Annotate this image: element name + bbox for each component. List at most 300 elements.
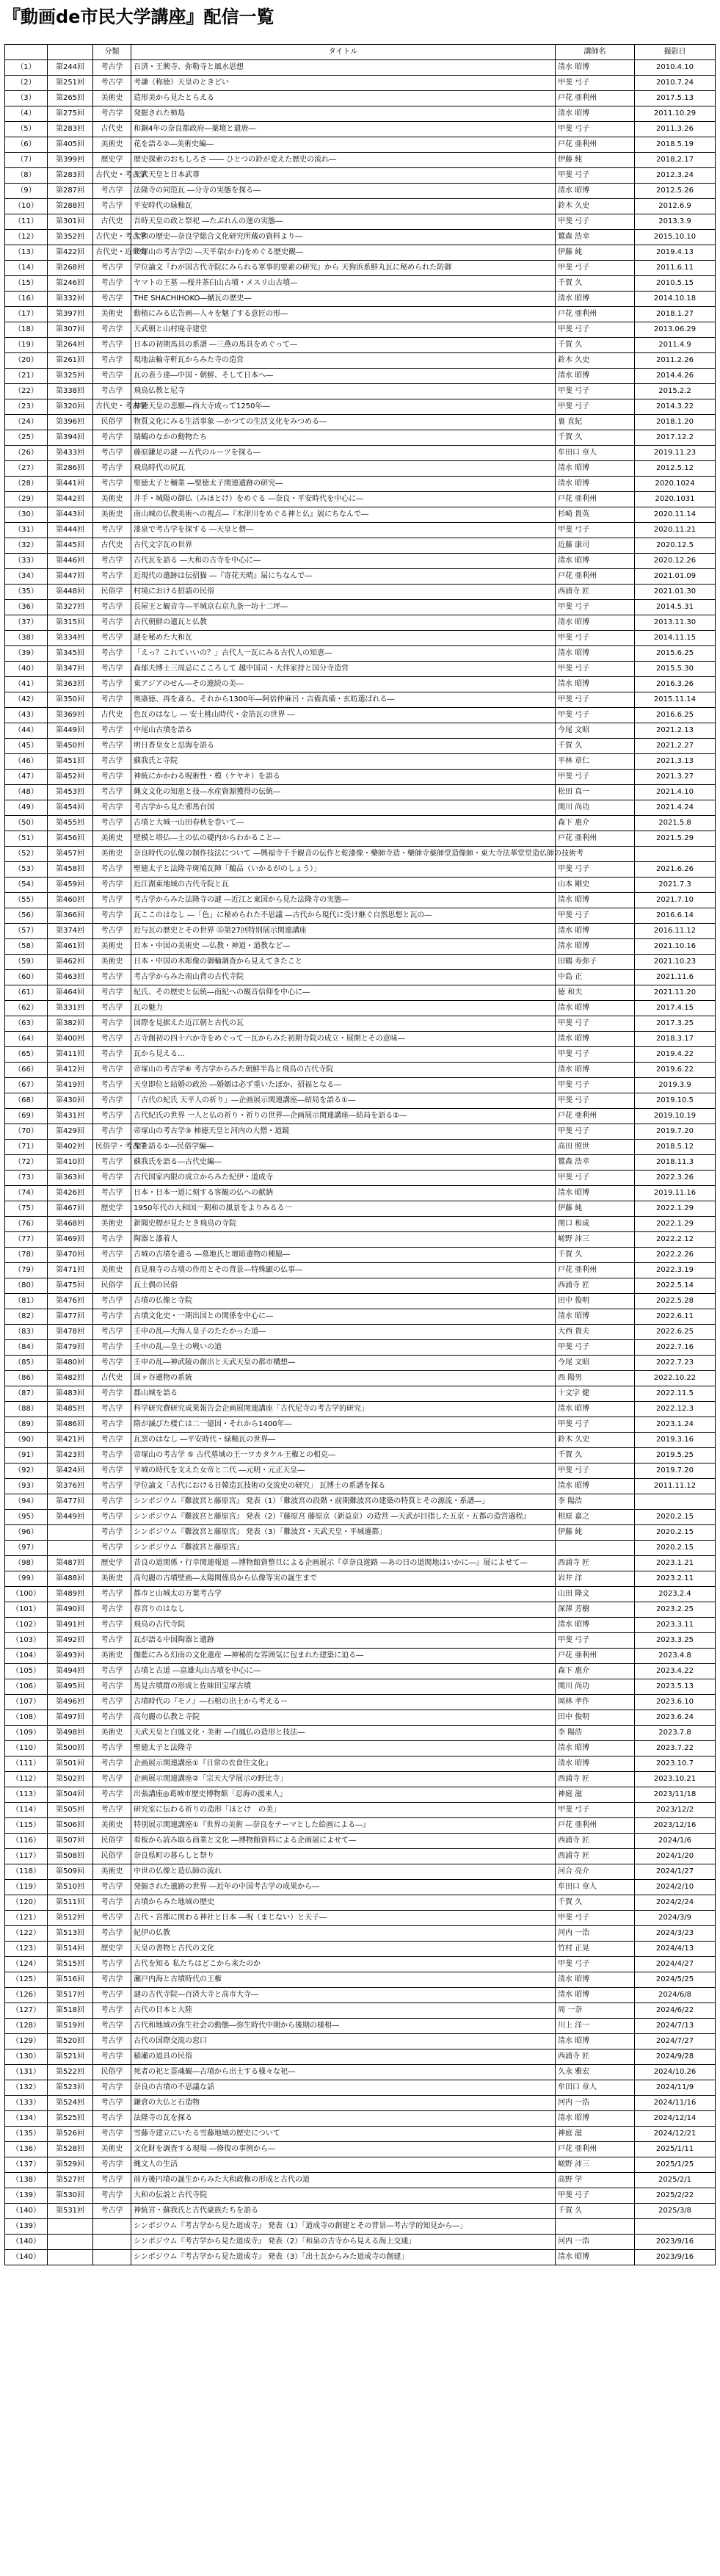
lecture-list-table bbox=[4, 44, 716, 2265]
row-category: 考古学 bbox=[93, 816, 131, 831]
row-lecturer: 西浦寺 匠 bbox=[556, 1556, 635, 1571]
row-date: 2022.5.28 bbox=[635, 1294, 716, 1309]
row-lecturer: 西浦寺 匠 bbox=[556, 1772, 635, 1787]
row-number: （104） bbox=[5, 1649, 48, 1664]
row-episode: 第307回 bbox=[48, 322, 93, 338]
table-header-row bbox=[5, 45, 716, 60]
row-episode: 第448回 bbox=[48, 585, 93, 600]
row-lecturer: 田鶴 寿弥子 bbox=[556, 955, 635, 970]
table-row bbox=[5, 477, 716, 492]
row-lecturer: 甲斐 弓子 bbox=[556, 523, 635, 538]
row-date: 2020.12.5 bbox=[635, 538, 716, 554]
row-number: （123） bbox=[5, 1942, 48, 1957]
row-category: 考古学 bbox=[93, 322, 131, 338]
row-category: 考古学 bbox=[93, 1417, 131, 1433]
row-number: （16） bbox=[5, 292, 48, 307]
table-row bbox=[5, 2096, 716, 2111]
row-title: 大和の歴史―奈良学総合文化研究所蔵の資料より― bbox=[131, 230, 556, 245]
row-episode: 第522回 bbox=[48, 2065, 93, 2080]
row-lecturer: 甲斐 弓子 bbox=[556, 1093, 635, 1109]
row-date: 2022.1.29 bbox=[635, 1217, 716, 1232]
row-lecturer: 深澤 芳樹 bbox=[556, 1602, 635, 1618]
row-number: （57） bbox=[5, 924, 48, 939]
row-title: 聖徳太子と輔業 ―聖徳太子関連遺跡の研究― bbox=[131, 477, 556, 492]
row-episode: 第450回 bbox=[48, 739, 93, 754]
row-title: 村境における招請の民俗 bbox=[131, 585, 556, 600]
row-lecturer: 清水 昭博 bbox=[556, 2111, 635, 2127]
row-lecturer: 甲斐 弓子 bbox=[556, 1803, 635, 1818]
row-title: 柿徳天皇の悲願―西大寺成って1250年― bbox=[131, 399, 556, 415]
row-title: 前方後円墳の誕生からみた大和政権の形成と古代の道 bbox=[131, 2173, 556, 2188]
table-row bbox=[5, 122, 716, 137]
row-category: 考古学 bbox=[93, 800, 131, 816]
row-lecturer: 十文字 健 bbox=[556, 1386, 635, 1402]
table-row bbox=[5, 1633, 716, 1649]
row-date: 2019.10.5 bbox=[635, 1093, 716, 1109]
row-date bbox=[635, 1494, 716, 1510]
row-title: 物質文化にみる生活事象 ―かつての生活文化をみつめる― bbox=[131, 415, 556, 430]
row-episode: 第516回 bbox=[48, 1972, 93, 1988]
table-row bbox=[5, 276, 716, 292]
row-episode: 第467回 bbox=[48, 1201, 93, 1217]
row-title: 南山城の仏教美術への視点―『木津川をめぐる神と仏』展にちなんで― bbox=[131, 507, 556, 523]
row-category: 考古学 bbox=[93, 1772, 131, 1787]
row-title: 古代の国際交流の窓口 bbox=[131, 2034, 556, 2049]
row-number: （92） bbox=[5, 1464, 48, 1479]
row-episode: 第523回 bbox=[48, 2080, 93, 2096]
row-category: 美術史 bbox=[93, 91, 131, 106]
row-number: （7） bbox=[5, 153, 48, 168]
row-number: （131） bbox=[5, 2065, 48, 2080]
table-row bbox=[5, 168, 716, 184]
row-number: （20） bbox=[5, 353, 48, 369]
table-row bbox=[5, 322, 716, 338]
table-row bbox=[5, 1109, 716, 1124]
row-lecturer: 李 陽浩 bbox=[556, 1494, 635, 1510]
row-title: 考古学からみた南山背の古代寺院 bbox=[131, 970, 556, 985]
row-title: 1950年代の大和国一期和の風景をよりみるる一 bbox=[131, 1201, 556, 1217]
row-number: （121） bbox=[5, 1911, 48, 1926]
row-episode: 第517回 bbox=[48, 1988, 93, 2003]
row-lecturer: 鷲森 浩幸 bbox=[556, 1155, 635, 1171]
table-row bbox=[5, 1448, 716, 1464]
table-row bbox=[5, 137, 716, 153]
row-number: （15） bbox=[5, 276, 48, 292]
row-number: （93） bbox=[5, 1479, 48, 1494]
row-category: 考古学 bbox=[93, 1078, 131, 1093]
row-number: （13） bbox=[5, 245, 48, 261]
row-number: （132） bbox=[5, 2080, 48, 2096]
row-lecturer: 戸花 亜利州 bbox=[556, 831, 635, 847]
row-title: 壬申の乱―大海人皇子のたたかった道― bbox=[131, 1325, 556, 1340]
row-lecturer: 嵯野 沛三 bbox=[556, 2157, 635, 2173]
row-date: 2023/12/16 bbox=[635, 1818, 716, 1834]
table-row bbox=[5, 1047, 716, 1063]
row-number: （68） bbox=[5, 1093, 48, 1109]
row-episode: 第519回 bbox=[48, 2019, 93, 2034]
row-title: 謎を秘めた大和瓦 bbox=[131, 631, 556, 646]
row-title: 法隆寺の同笵瓦 ―分寺の実態を探る― bbox=[131, 184, 556, 199]
table-row bbox=[5, 2049, 716, 2065]
row-title: 歴史探索のおもしろさ ―― ひとつの鈴が変えた歴史の流れ― bbox=[131, 153, 556, 168]
table-row bbox=[5, 538, 716, 554]
row-date: 2020.2.15 bbox=[635, 1541, 716, 1556]
row-category: 考古学 bbox=[93, 2204, 131, 2219]
row-lecturer: 清水 昭博 bbox=[556, 677, 635, 692]
row-title: 動植にみる広告画―人々を魅了する意匠の形― bbox=[131, 307, 556, 322]
row-number: （55） bbox=[5, 893, 48, 908]
row-title: 天武天皇と日本武尊 bbox=[131, 168, 556, 184]
row-number: （60） bbox=[5, 970, 48, 985]
table-row bbox=[5, 1942, 716, 1957]
row-episode: 第493回 bbox=[48, 1649, 93, 1664]
row-episode: 第422回 bbox=[48, 245, 93, 261]
row-title: 帝塚山の考古学⑥ 考古学からみた朝鮮半島と飛鳥の古代寺院 bbox=[131, 1063, 556, 1078]
row-number: （109） bbox=[5, 1726, 48, 1741]
row-lecturer: 甲斐 弓子 bbox=[556, 708, 635, 723]
row-category: 考古学 bbox=[93, 908, 131, 924]
row-date: 2012.6.9 bbox=[635, 199, 716, 214]
row-lecturer: 岩井 洋 bbox=[556, 1571, 635, 1587]
row-episode: 第449回 bbox=[48, 723, 93, 739]
row-lecturer: 清水 昭博 bbox=[556, 461, 635, 477]
row-date: 2021.01.09 bbox=[635, 569, 716, 585]
row-date: 2021.3.27 bbox=[635, 770, 716, 785]
table-row bbox=[5, 1248, 716, 1263]
row-episode: 第327回 bbox=[48, 600, 93, 615]
row-lecturer: 森下 惠介 bbox=[556, 816, 635, 831]
row-lecturer: 神庭 滋 bbox=[556, 2127, 635, 2142]
row-date: 2023/9/16 bbox=[635, 2250, 716, 2265]
table-row bbox=[5, 985, 716, 1001]
row-number: （46） bbox=[5, 754, 48, 770]
row-number: （23） bbox=[5, 399, 48, 415]
row-date: 2021.10.23 bbox=[635, 955, 716, 970]
table-row bbox=[5, 692, 716, 708]
table-row bbox=[5, 847, 716, 862]
row-lecturer: 千賀 久 bbox=[556, 1248, 635, 1263]
row-date: 2019.7.20 bbox=[635, 1464, 716, 1479]
row-lecturer: 近藤 康司 bbox=[556, 538, 635, 554]
row-episode: 第477回 bbox=[48, 1309, 93, 1325]
table-row bbox=[5, 2127, 716, 2142]
row-category: 考古学 bbox=[93, 292, 131, 307]
row-category: 考古学 bbox=[93, 1911, 131, 1926]
row-episode: 第500回 bbox=[48, 1741, 93, 1756]
table-row bbox=[5, 384, 716, 399]
table-row bbox=[5, 1016, 716, 1032]
row-episode: 第460回 bbox=[48, 893, 93, 908]
row-number: （47） bbox=[5, 770, 48, 785]
table-row bbox=[5, 369, 716, 384]
row-lecturer: 関川 尚功 bbox=[556, 800, 635, 816]
row-number: （111） bbox=[5, 1756, 48, 1772]
table-row bbox=[5, 1911, 716, 1926]
row-episode: 第382回 bbox=[48, 1016, 93, 1032]
row-date: 2014.11.15 bbox=[635, 631, 716, 646]
row-lecturer: 裏 直紀 bbox=[556, 415, 635, 430]
row-episode: 第419回 bbox=[48, 1078, 93, 1093]
row-title: 藤原鎌足の謎 ―五代のルーツを探る― bbox=[131, 446, 556, 461]
row-episode: 第459回 bbox=[48, 878, 93, 893]
row-category: 考古学 bbox=[93, 2034, 131, 2049]
row-lecturer: 相原 嘉之 bbox=[556, 1510, 635, 1525]
row-number: （130） bbox=[5, 2049, 48, 2065]
row-date: 2023.3.25 bbox=[635, 1633, 716, 1649]
row-lecturer: 高野 学 bbox=[556, 2173, 635, 2188]
row-title: 古代朝鮮の遺瓦と仏教 bbox=[131, 615, 556, 631]
row-episode: 第477回 bbox=[48, 1494, 93, 1510]
row-number: （117） bbox=[5, 1849, 48, 1864]
row-episode: 第325回 bbox=[48, 369, 93, 384]
row-title: 瓦土偶の民俗 bbox=[131, 1278, 556, 1294]
row-category: 美術史 bbox=[93, 955, 131, 970]
table-row bbox=[5, 1494, 716, 1510]
table-row bbox=[5, 585, 716, 600]
row-category: 美術史 bbox=[93, 1818, 131, 1834]
row-lecturer: 千賀 久 bbox=[556, 2204, 635, 2219]
table-row bbox=[5, 184, 716, 199]
row-title: 古代和地域の弥生社会の動態―弥生時代中期から後期の様相― bbox=[131, 2019, 556, 2034]
row-category: 考古学 bbox=[93, 970, 131, 985]
row-category: 考古学 bbox=[93, 1325, 131, 1340]
row-title: 平安時代の緑釉瓦 bbox=[131, 199, 556, 214]
row-category: 民俗学・考古学 bbox=[93, 1140, 131, 1155]
row-category: 古代史・考古学 bbox=[93, 168, 131, 184]
row-title: 考謙（称徳）天皇のときどい bbox=[131, 76, 556, 91]
row-number: （9） bbox=[5, 184, 48, 199]
row-title: 帝塚山の考古学 ⑤ 古代墓域の王一ワカタケル王権との相克― bbox=[131, 1448, 556, 1464]
row-date: 2017.12.2 bbox=[635, 430, 716, 446]
table-row bbox=[5, 1556, 716, 1571]
row-lecturer: 千賀 久 bbox=[556, 1448, 635, 1464]
row-category: 考古学 bbox=[93, 1679, 131, 1695]
row-number: （18） bbox=[5, 322, 48, 338]
row-episode: 第374回 bbox=[48, 924, 93, 939]
row-number: （3） bbox=[5, 91, 48, 106]
row-lecturer: 甲斐 弓子 bbox=[556, 1957, 635, 1972]
row-date: 2019.3.16 bbox=[635, 1433, 716, 1448]
row-category: 考古学 bbox=[93, 1587, 131, 1602]
row-lecturer: 戸花 亜利州 bbox=[556, 307, 635, 322]
row-date: 2010.7.24 bbox=[635, 76, 716, 91]
row-number: （89） bbox=[5, 1417, 48, 1433]
row-category: 考古学 bbox=[93, 862, 131, 878]
row-episode: 第509回 bbox=[48, 1864, 93, 1880]
row-episode: 第498回 bbox=[48, 1726, 93, 1741]
table-row bbox=[5, 600, 716, 615]
row-category: 古代史・考古学 bbox=[93, 399, 131, 415]
row-lecturer: 高田 照世 bbox=[556, 1140, 635, 1155]
row-number: （139） bbox=[5, 2188, 48, 2204]
row-lecturer: 甲斐 弓子 bbox=[556, 631, 635, 646]
row-category: 考古学 bbox=[93, 615, 131, 631]
table-row bbox=[5, 1756, 716, 1772]
row-lecturer: 清水 昭博 bbox=[556, 477, 635, 492]
row-lecturer: 戸花 亜利州 bbox=[556, 492, 635, 507]
row-date: 2020.1031 bbox=[635, 492, 716, 507]
table-row bbox=[5, 1880, 716, 1895]
row-title: 日本の初期馬具の系譜 ―三燕の馬具をめぐって― bbox=[131, 338, 556, 353]
row-number: （125） bbox=[5, 1972, 48, 1988]
row-title: 森郁夫博士三周忌にこころして 越中国司・大伴家持と国分寺造営 bbox=[131, 662, 556, 677]
row-episode: 第352回 bbox=[48, 230, 93, 245]
row-number: （33） bbox=[5, 554, 48, 569]
row-category: 美術史 bbox=[93, 2142, 131, 2157]
row-lecturer: 伊藤 純 bbox=[556, 1201, 635, 1217]
row-date: 2010.4.10 bbox=[635, 60, 716, 76]
row-date: 2022.1.29 bbox=[635, 1201, 716, 1217]
row-date: 2024/5/25 bbox=[635, 1972, 716, 1988]
row-date: 2016.11.12 bbox=[635, 924, 716, 939]
row-category bbox=[93, 2235, 131, 2250]
row-lecturer: 河内 一浩 bbox=[556, 2235, 635, 2250]
table-row bbox=[5, 1571, 716, 1587]
row-title: 学位論文『わが国古代寺院にみられる軍事的要素の研究』から 天狗浜系鮮丸瓦に秘められた防御 bbox=[131, 261, 556, 276]
row-title: 明日香皇女と忍海を語る bbox=[131, 739, 556, 754]
row-title: 春宮りのはなし bbox=[131, 1602, 556, 1618]
row-episode: 第464回 bbox=[48, 985, 93, 1001]
row-date: 2014.5.31 bbox=[635, 600, 716, 615]
row-category: 考古学 bbox=[93, 1032, 131, 1047]
row-lecturer: 清水 昭博 bbox=[556, 1618, 635, 1633]
row-title: 色瓦のはなし ― 安土桃山時代・金箔瓦の世界 ― bbox=[131, 708, 556, 723]
row-number: （10） bbox=[5, 199, 48, 214]
row-category: 考古学 bbox=[93, 1957, 131, 1972]
row-episode: 第411回 bbox=[48, 1047, 93, 1063]
row-date: 2014.3.22 bbox=[635, 399, 716, 415]
table-row bbox=[5, 446, 716, 461]
row-category: 考古学 bbox=[93, 276, 131, 292]
row-category: 考古学 bbox=[93, 770, 131, 785]
row-title: シンポジウム『考古学から見た道成寺』 発表（3）「出土瓦からみた道成寺の創建」 bbox=[131, 2250, 556, 2265]
table-row bbox=[5, 1972, 716, 1988]
row-date: 2018.5.19 bbox=[635, 137, 716, 153]
row-date: 2019.6.22 bbox=[635, 1063, 716, 1078]
row-title: 壬申の乱―神武陵の創出と天武天皇の都市構想― bbox=[131, 1356, 556, 1371]
table-row bbox=[5, 646, 716, 662]
table-row bbox=[5, 1001, 716, 1016]
table-row bbox=[5, 1371, 716, 1386]
row-lecturer: 周 一奈 bbox=[556, 2003, 635, 2019]
row-date: 2023.1.21 bbox=[635, 1556, 716, 1571]
table-row bbox=[5, 631, 716, 646]
row-title: 神統にかかわる呪術性・模（ケヤキ）を語る bbox=[131, 770, 556, 785]
row-date: 2025/1/25 bbox=[635, 2157, 716, 2173]
row-lecturer: 清水 昭博 bbox=[556, 106, 635, 122]
row-title: 瑞鶴のなかの動物たち bbox=[131, 430, 556, 446]
table-row bbox=[5, 1772, 716, 1787]
row-date: 2023.2.4 bbox=[635, 1587, 716, 1602]
table-row bbox=[5, 1479, 716, 1494]
row-lecturer bbox=[556, 1541, 635, 1556]
row-episode: 第456回 bbox=[48, 831, 93, 847]
table-row bbox=[5, 1679, 716, 1695]
row-lecturer: 戸花 亜利州 bbox=[556, 569, 635, 585]
row-category: 考古学 bbox=[93, 1186, 131, 1201]
row-date: 2023.10.7 bbox=[635, 1756, 716, 1772]
row-lecturer: 伊藤 純 bbox=[556, 153, 635, 168]
row-number: （74） bbox=[5, 1186, 48, 1201]
row-title: 発掘された柿島 bbox=[131, 106, 556, 122]
row-category: 考古学 bbox=[93, 1803, 131, 1818]
row-category: 考古学 bbox=[93, 1433, 131, 1448]
row-number: （39） bbox=[5, 646, 48, 662]
row-category: 民俗学 bbox=[93, 415, 131, 430]
row-episode: 第476回 bbox=[48, 1294, 93, 1309]
row-episode: 第511回 bbox=[48, 1895, 93, 1911]
row-date: 2021.10.16 bbox=[635, 939, 716, 955]
row-title: 瓦の魅力 bbox=[131, 1001, 556, 1016]
row-category: 考古学 bbox=[93, 2049, 131, 2065]
table-row bbox=[5, 153, 716, 168]
row-date: 2024/12/14 bbox=[635, 2111, 716, 2127]
row-episode: 第514回 bbox=[48, 1942, 93, 1957]
row-date: 2024/11/16 bbox=[635, 2096, 716, 2111]
row-lecturer: 甲斐 弓子 bbox=[556, 322, 635, 338]
row-category: 考古学 bbox=[93, 1602, 131, 1618]
row-category: 美術史 bbox=[93, 1649, 131, 1664]
row-episode: 第402回 bbox=[48, 1140, 93, 1155]
row-lecturer: 清水 昭博 bbox=[556, 1063, 635, 1078]
row-date: 2020.11.21 bbox=[635, 523, 716, 538]
row-lecturer: 牟田口 章人 bbox=[556, 446, 635, 461]
row-date: 2018.2.17 bbox=[635, 153, 716, 168]
row-category: 考古学 bbox=[93, 2019, 131, 2034]
row-episode: 第288回 bbox=[48, 199, 93, 214]
row-title: 天武朝と山村廃寺建堂 bbox=[131, 322, 556, 338]
row-date: 2023.6.24 bbox=[635, 1710, 716, 1726]
row-date: 2018.11.3 bbox=[635, 1155, 716, 1171]
row-category: 考古学 bbox=[93, 1124, 131, 1140]
row-episode: 第457回 bbox=[48, 847, 93, 862]
row-number: （124） bbox=[5, 1957, 48, 1972]
row-title: 古墳と大城一山田春秋を巻いて― bbox=[131, 816, 556, 831]
row-title: 古代国家内限の成立からみた紀伊・道成寺 bbox=[131, 1171, 556, 1186]
row-category: 考古学 bbox=[93, 1988, 131, 2003]
row-lecturer: 森下 惠介 bbox=[556, 1664, 635, 1679]
row-category: 考古学 bbox=[93, 1402, 131, 1417]
row-number: （28） bbox=[5, 477, 48, 492]
row-number: （30） bbox=[5, 507, 48, 523]
row-date: 2024/1/6 bbox=[635, 1834, 716, 1849]
row-date: 2021.7.10 bbox=[635, 893, 716, 908]
row-date: 2022.3.26 bbox=[635, 1171, 716, 1186]
row-episode: 第286回 bbox=[48, 461, 93, 477]
row-title: 紀伊の仏教 bbox=[131, 1926, 556, 1942]
row-date: 2012.5.26 bbox=[635, 184, 716, 199]
row-number: （25） bbox=[5, 430, 48, 446]
row-category: 考古学 bbox=[93, 369, 131, 384]
table-row bbox=[5, 1695, 716, 1710]
row-lecturer: 李 陽浩 bbox=[556, 1726, 635, 1741]
row-category: 考古学 bbox=[93, 184, 131, 199]
row-lecturer: 千賀 久 bbox=[556, 739, 635, 754]
table-row bbox=[5, 2065, 716, 2080]
row-title: 企画展示関連講座②「宗天大学展示の野比寺」 bbox=[131, 1772, 556, 1787]
row-date: 2023/9/16 bbox=[635, 2235, 716, 2250]
row-category bbox=[93, 2219, 131, 2235]
row-number: （102） bbox=[5, 1618, 48, 1633]
row-category: 考古学 bbox=[93, 461, 131, 477]
row-lecturer: 清水 昭博 bbox=[556, 2034, 635, 2049]
row-date: 2024/4/27 bbox=[635, 1957, 716, 1972]
table-row bbox=[5, 1818, 716, 1834]
row-date: 2018.1.27 bbox=[635, 307, 716, 322]
row-date: 2021.01.30 bbox=[635, 585, 716, 600]
row-number: （35） bbox=[5, 585, 48, 600]
row-date: 2018.5.12 bbox=[635, 1140, 716, 1155]
